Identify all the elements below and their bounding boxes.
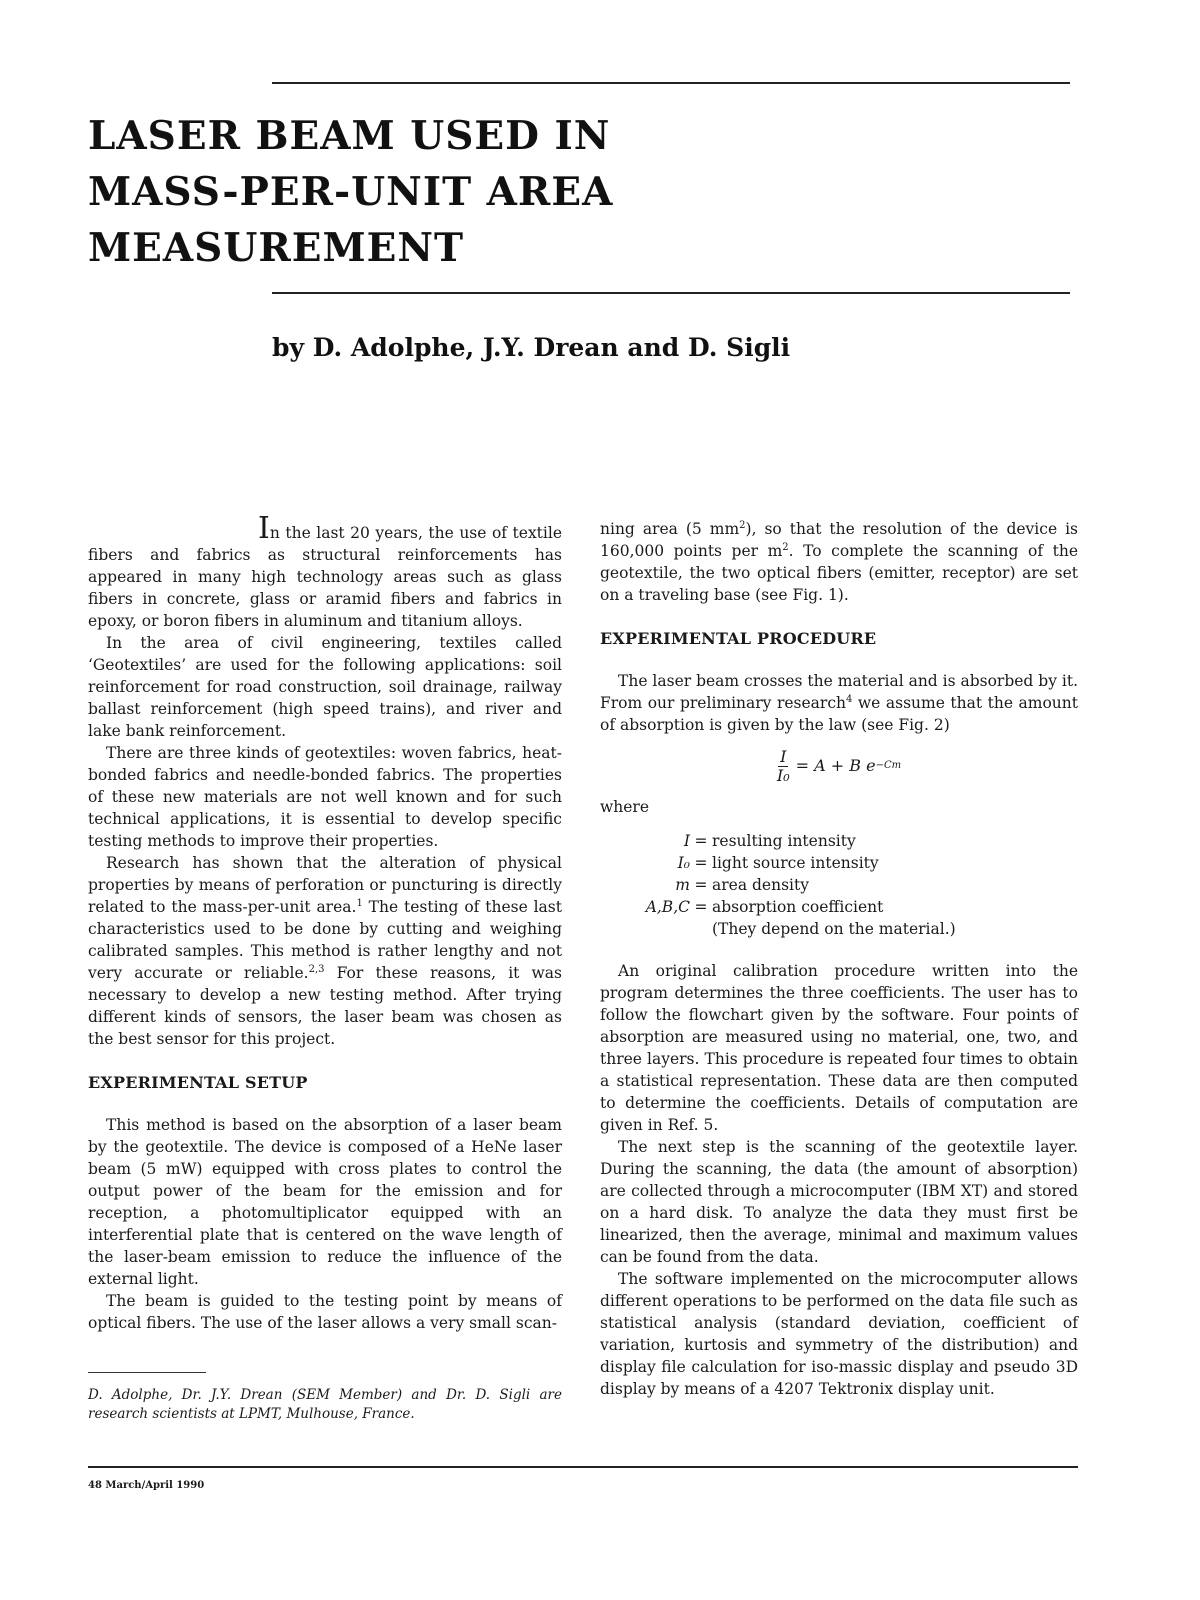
paragraph-text: The laser beam crosses the material and is absorbed by it. From our preliminary research (600, 672, 1079, 712)
paragraph (600, 670, 1078, 736)
superscript: 2 (782, 541, 789, 553)
equation-denominator: I₀ (776, 765, 790, 785)
footer-rule (88, 1466, 1078, 1468)
paragraph-text: For these reasons, it was necessary to develop a new testing method. After trying different kinds of sensors, the laser beam was chosen as the best sensor for this project. (88, 964, 562, 1048)
absorption-equation: $\frac{I}{\text{I₀}}$ = A + B e −Cm (776, 746, 902, 785)
title-line: LASER BEAM USED IN (88, 113, 611, 159)
reference-mark: 2,3 (308, 963, 325, 975)
intro-paragraph (88, 511, 562, 632)
section-heading: EXPERIMENTAL PROCEDURE (600, 629, 877, 648)
definition-symbol: I₀ (677, 854, 690, 872)
definition-list (600, 830, 1078, 940)
definition-text: absorption coefficient (712, 898, 884, 916)
definition-symbol: A,B,C (645, 898, 690, 916)
definition-row (600, 830, 1078, 852)
definition-text: area density (712, 876, 809, 894)
paragraph: The next step is the scanning of the geotextile layer. During the scanning, the data (the amount of absorption) are collected through a microcomputer (IBM XT) and stored on a hard disk. To analyze the data they must first be linearized, then the average, minimal and maximum values can be found from the data. (600, 1138, 1078, 1266)
equals-sign: = (694, 854, 708, 872)
definition-symbol: I (683, 832, 690, 850)
paragraph-text: ning area (5 mm (600, 520, 740, 538)
top-rule (272, 82, 1070, 84)
equation-fraction (777, 748, 790, 785)
right-column (600, 518, 1078, 1400)
paragraph (88, 852, 562, 1050)
definition-row (600, 874, 1078, 896)
equals-spacer (690, 918, 712, 940)
paragraph-text: Research has shown that the alteration of physical properties by means of perforation or puncturing is directly related to the mass-per-unit area. (88, 854, 562, 916)
equals-sign: = (694, 876, 708, 894)
paragraph (600, 518, 1078, 606)
definition-note: (They depend on the material.) (712, 920, 956, 938)
paragraph: The beam is guided to the testing point by means of optical fibers. The use of the laser allows a very small scan- (88, 1292, 562, 1332)
byline: by D. Adolphe, J.Y. Drean and D. Sigli (272, 333, 791, 362)
equation-numerator: I (780, 746, 787, 766)
definition-row (600, 852, 1078, 874)
title-line: MEASUREMENT (88, 225, 465, 271)
paragraph-text: . To complete the scanning of the geotextile, the two optical fibers (emitter, receptor) are set on a traveling base (see Fig. 1). (600, 542, 1078, 604)
paragraph: This method is based on the absorption of a laser beam by the geotextile. The device is composed of a HeNe laser beam (5 mW) equipped with cross plates to control the output power of the beam for the emission and for reception, a photomultiplicator equipped with an interferential plate that is centered on the wave length of the laser-beam emission to reduce the influence of the external light. (88, 1116, 562, 1288)
left-column (88, 511, 562, 1334)
title-line: MASS-PER-UNIT AREA (88, 169, 614, 215)
paragraph: In the area of civil engineering, textiles called ‘Geotextiles’ are used for the following applications: soil reinforcement for road construction, soil drainage, railway ballast reinforcement (high speed trains), and river and lake bank reinforcement. (88, 634, 562, 740)
intro-text: n the last 20 years, the use of textile fibers and fabrics as structural reinforcements has appeared in many high technology areas such as glass fibers in concrete, glass or aramid fibers and fabrics in epoxy, or boron fibers in aluminum and titanium alloys. (88, 524, 562, 630)
where-label: where (600, 798, 650, 816)
equals-sign: = (694, 898, 708, 916)
article-title (88, 108, 988, 276)
page-folio: 48 March/April 1990 (88, 1480, 205, 1491)
definition-text: resulting intensity (712, 832, 856, 850)
definition-symbol (600, 918, 690, 940)
definition-symbol: m (675, 876, 690, 894)
footnote-rule (88, 1372, 206, 1373)
author-footnote: D. Adolphe, Dr. J.Y. Drean (SEM Member) and Dr. D. Sigli are research scientists at LPMT, Mulhouse, France. (88, 1387, 562, 1422)
reference-mark: 4 (846, 693, 853, 705)
paragraph-text: ), so that the resolution of the device is 160,000 points per m (600, 520, 1079, 560)
paragraph: The software implemented on the microcomputer allows different operations to be performed on the data file such as statistical analysis (standard deviation, coefficient of variation, kurtosis and symmetry of the distribution) and display file calculation for iso-massic display and pseudo 3D display by means of a 4207 Tektronix display unit. (600, 1270, 1078, 1398)
paragraph-text: we assume that the amount of absorption is given by the law (see Fig. 2) (600, 694, 1079, 734)
equals-sign: = (694, 832, 708, 850)
definition-row (600, 896, 1078, 918)
section-heading: EXPERIMENTAL SETUP (88, 1073, 308, 1092)
paragraph: An original calibration procedure written into the program determines the three coefficients. The user has to follow the flowchart given by the software. Four points of absorption are measured using no material, one, two, and three layers. This procedure is repeated four times to obtain a statistical representation. These data are then computed to determine the coefficients. Details of computation are given in Ref. 5. (600, 962, 1078, 1134)
paragraph-text: The testing of these last characteristics used to be done by cutting and weighing calibrated samples. This method is rather lengthy and not very accurate or reliable. (88, 898, 562, 982)
paragraph: There are three kinds of geotextiles: woven fabrics, heat-bonded fabrics and needle-bonded fabrics. The properties of these new materials are not well known and for such technical applications, it is essential to develop specific testing methods to improve their properties. (88, 744, 562, 850)
definition-text: light source intensity (712, 854, 879, 872)
definition-row (600, 918, 1078, 940)
equation-rhs: = A + B e (795, 756, 876, 775)
title-rule (272, 292, 1070, 294)
drop-cap: I (258, 511, 270, 546)
reference-mark: 1 (356, 897, 363, 909)
superscript: 2 (739, 519, 746, 531)
